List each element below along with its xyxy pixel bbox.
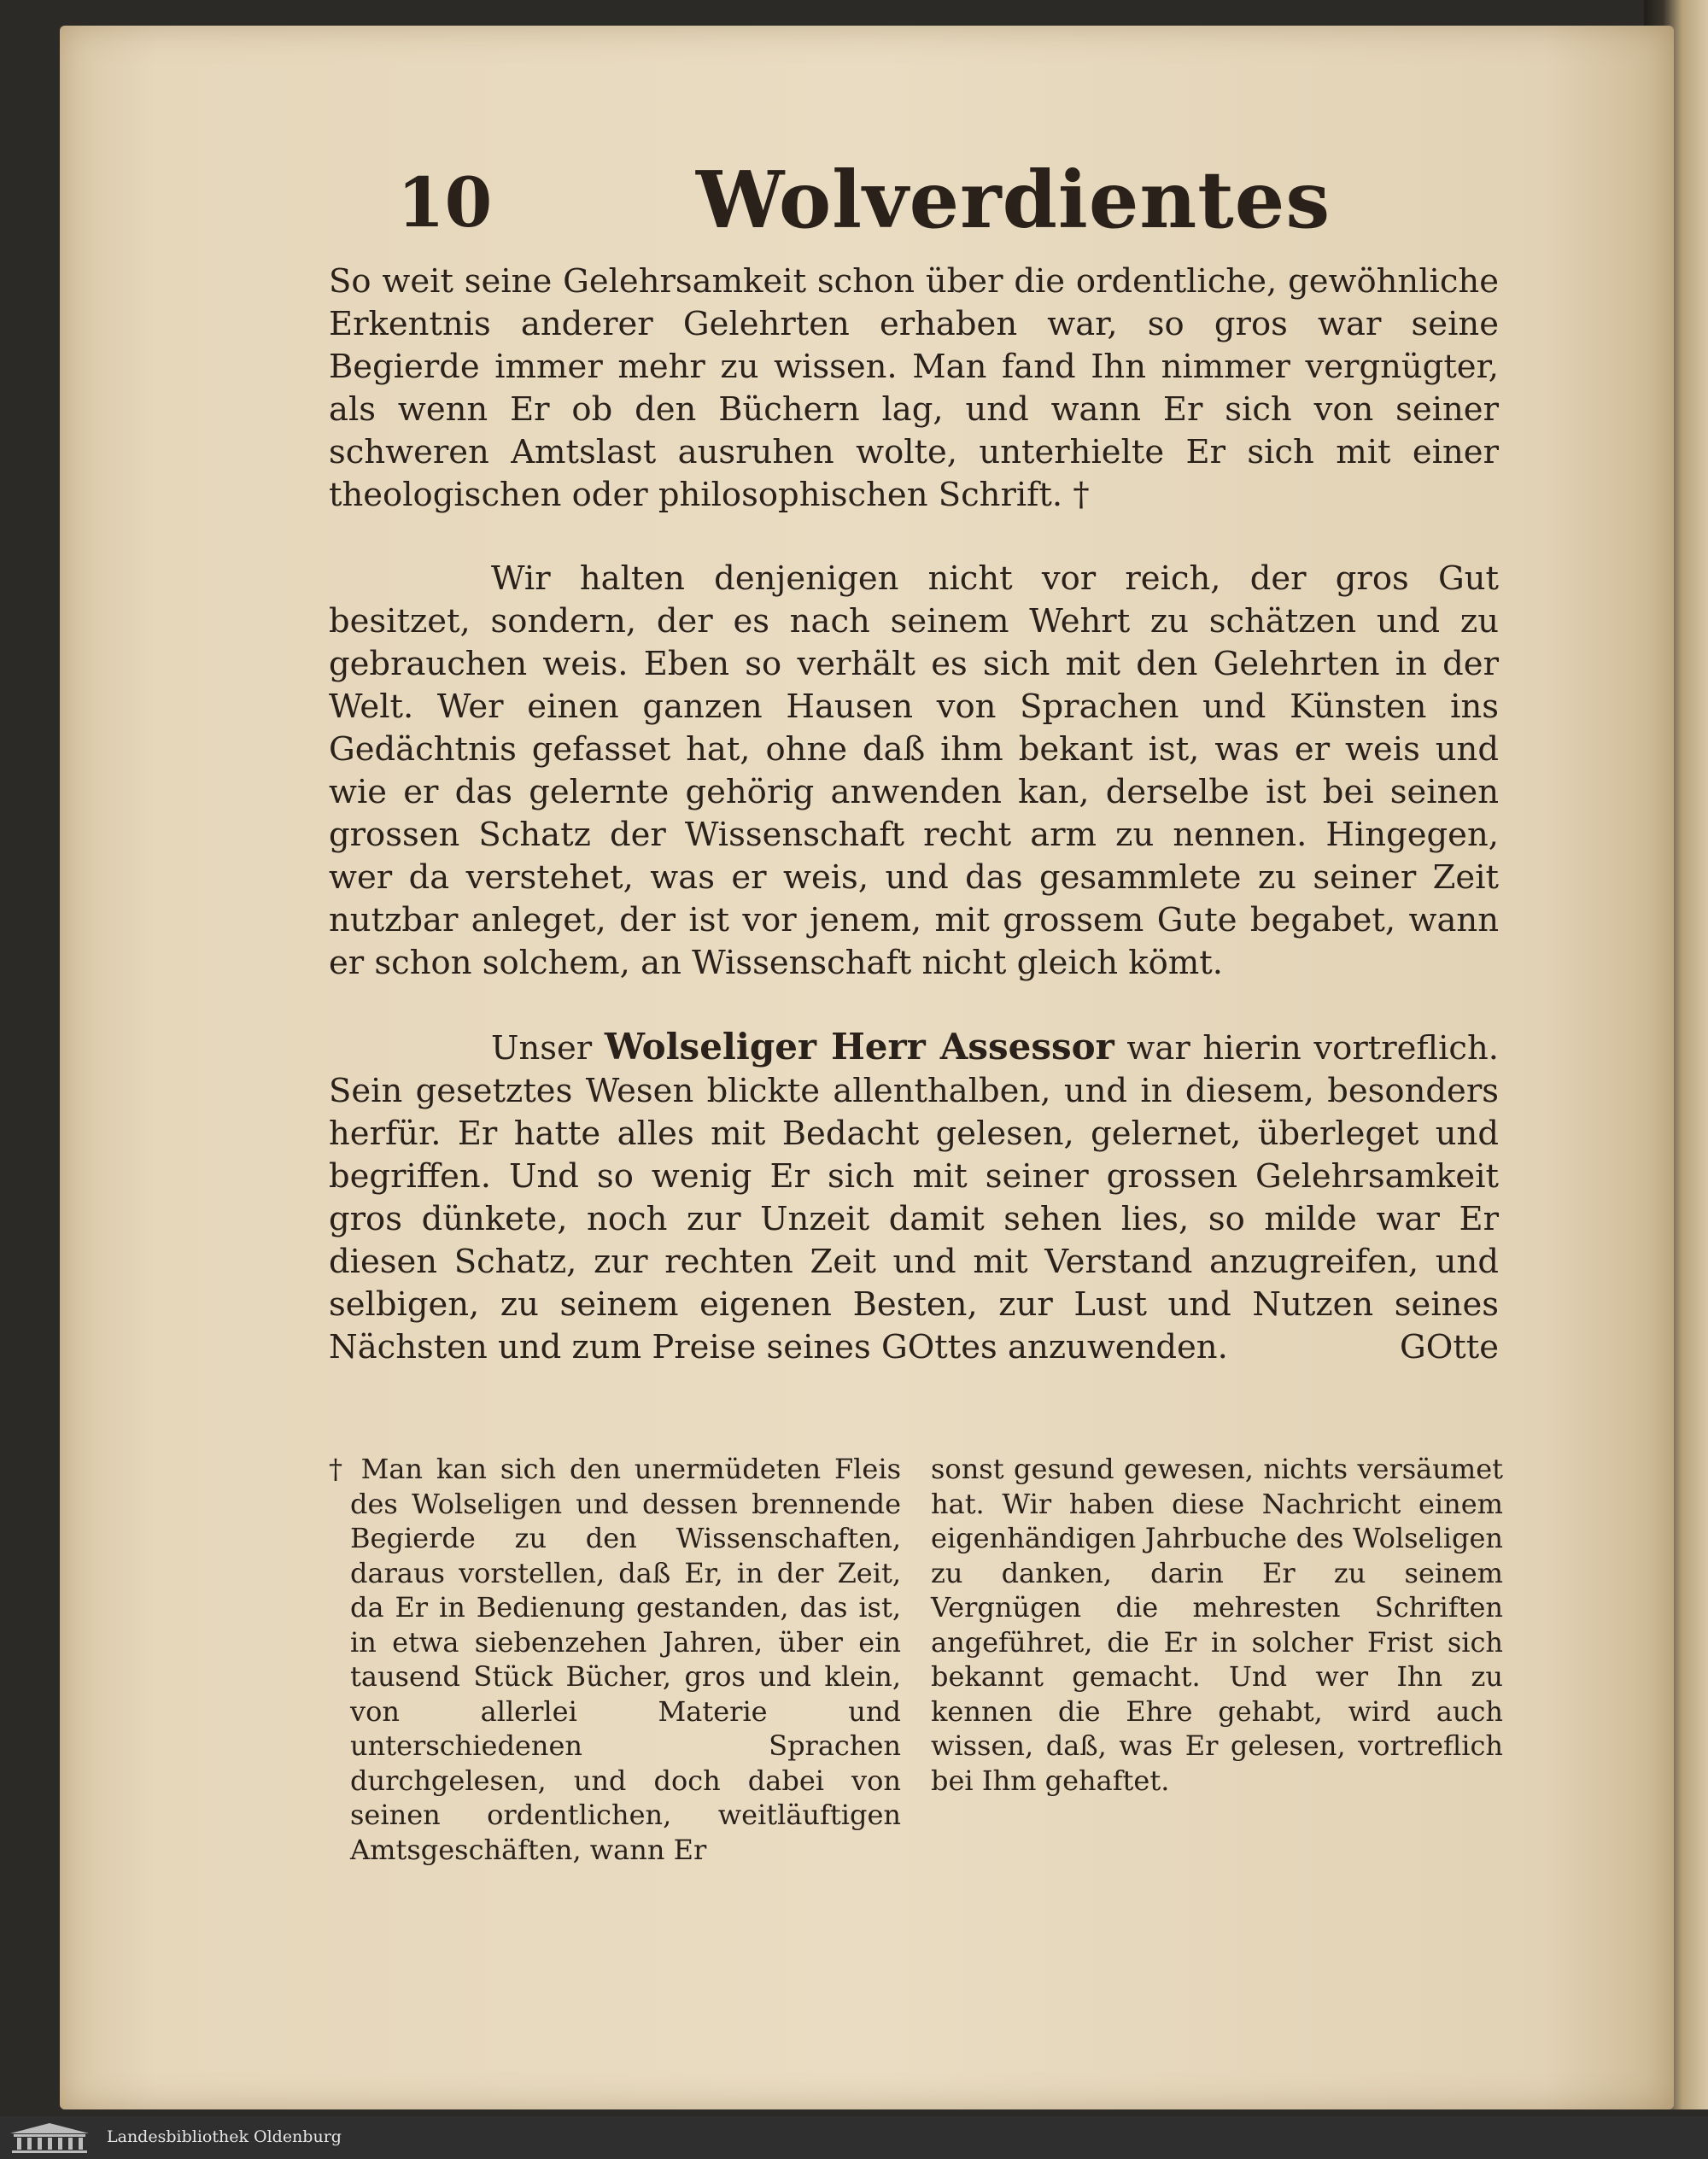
running-head: Wolverdientes xyxy=(696,154,1331,246)
book-page xyxy=(60,26,1674,2109)
paragraph-3 xyxy=(329,1026,1499,1369)
footer-label: Landesbibliothek Oldenburg xyxy=(107,2127,342,2146)
footnote-column-left: † Man kan sich den unermüdeten Fleis des Wolseligen und dessen brennende Begierde zu den Wissenschaften, daraus vorstellen, daß Er, in der Zeit, da Er in Bedienung gestanden, das ist, in etwa siebenzehen Jahren, über ein tausend Stück Bücher, gros und klein, von allerlei Materie und unterschiedenen Sprachen durchgelesen, und doch dabei von seinen ordentlichen, weitläuftigen Amtsgeschäften, wann Er xyxy=(329,1453,901,1866)
library-building-icon xyxy=(7,2121,92,2154)
page-header xyxy=(60,154,1674,248)
main-text xyxy=(329,260,1499,1369)
paragraph-3-text: war hierin vortreflich. Sein gesetztes Wesen blickte allenthalben, und in diesem, besonders herfür. Er hatte alles mit Bedacht gelesen, gelernet, überleget und begriffen. Und so wenig Er sich mit seiner grossen Gelehrsamkeit gros dünkete, noch zur Unzeit damit sehen lies, so milde war Er diesen Schatz, zur rechten Zeit und mit Verstand anzugreifen, und selbigen, zu seinem eigenen Besten, zur Lust und Nutzen seines Nächsten und zum Preise seines GOttes anzuwenden. xyxy=(329,1029,1499,1366)
page-number: 10 xyxy=(397,162,493,243)
catchword: GOtte xyxy=(1399,1328,1499,1366)
footnote-column-right: sonst gesund gewesen, nichts versäumet hat. Wir haben diese Nachricht einem eigenhändigen Jahrbuche des Wolseligen zu danken, darin Er zu seinem Vergnügen die mehresten Schriften angeführet, die Er in solcher Frist sich bekannt gemacht. Und wer Ihn zu kennen die Ehre gehabt, wird auch wissen, daß, was Er gelesen, vortreflich bei Ihm gehaftet. xyxy=(931,1453,1503,1797)
paragraph-3-emphasis: Wolseliger Herr Assessor xyxy=(604,1026,1114,1068)
footnote xyxy=(329,1452,1503,1867)
paragraph-2: Wir halten denjenigen nicht vor reich, der gros Gut besitzet, sondern, der es nach seinem Wehrt zu schätzen und zu gebrauchen weis. Eben so verhält es sich mit den Gelehrten in der Welt. Wer einen ganzen Hausen von Sprachen und Künsten ins Gedächtnis gefasset hat, ohne daß ihm bekant ist, was er weis und wie er das gelernte gehörig anwenden kan, derselbe ist bei seinen grossen Schatz der Wissenschaft recht arm zu nennen. Hingegen, wer da verstehet, was er weis, und das gesammlete zu seiner Zeit nutzbar anleget, der ist vor jenem, mit grossem Gute begabet, wann er schon solchem, an Wissenschaft nicht gleich kömt. xyxy=(329,559,1499,982)
paragraph-3-lead: Unser xyxy=(491,1029,593,1068)
footer-bar xyxy=(0,2116,1708,2159)
paragraph-1: So weit seine Gelehrsamkeit schon über die ordentliche, gewöhnliche Erkentnis anderer Gelehrten erhaben war, so gros war seine Begierde immer mehr zu wissen. Man fand Ihn nimmer vergnügter, als wenn Er ob den Büchern lag, und wann Er sich von seiner schweren Amtslast ausruhen wolte, unterhielte Er sich mit einer theologischen oder philosophischen Schrift. † xyxy=(329,262,1499,514)
